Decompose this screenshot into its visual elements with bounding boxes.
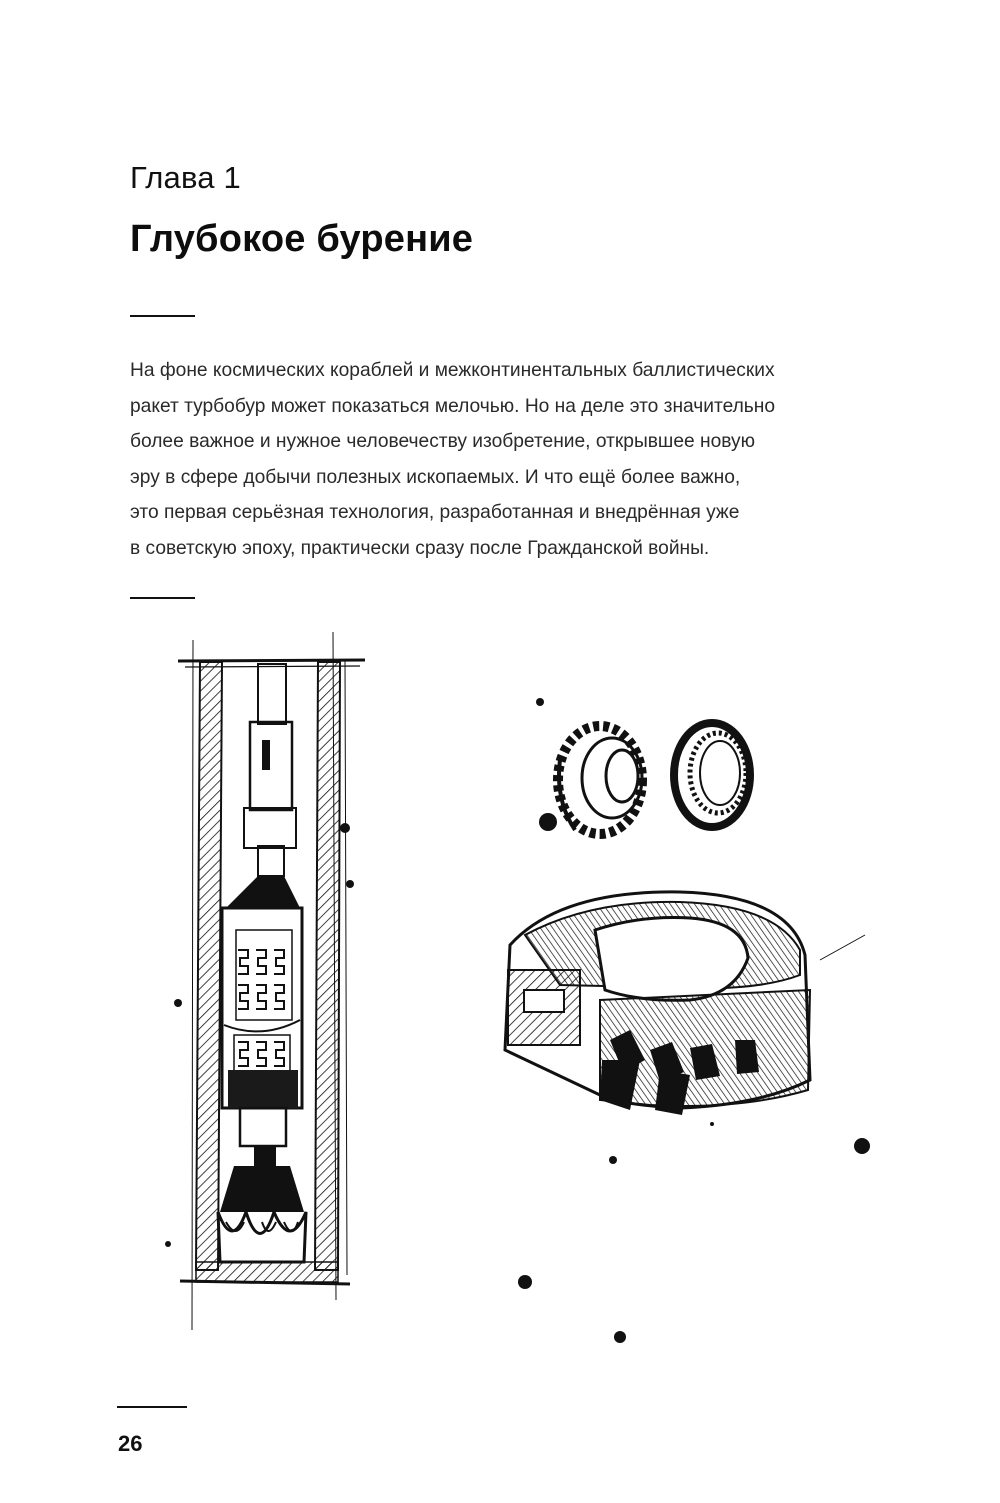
intro-line: эру в сфере добычи полезных ископаемых. И что ещё более важно, xyxy=(130,466,741,488)
chapter-label: Глава 1 xyxy=(130,160,241,195)
intro-line: в советскую эпоху, практически сразу после Гражданской войны. xyxy=(130,537,710,559)
intro-line: ракет турбобур может показаться мелочью. Но на деле это значительно xyxy=(130,395,776,417)
intro-line: На фоне космических кораблей и межконтинентальных баллистических xyxy=(130,360,775,381)
footer-divider xyxy=(117,1406,187,1408)
intro-line: это первая серьёзная технология, разработанная и внедрённая уже xyxy=(130,502,740,523)
intro-line: более важное и нужное человечеству изобретение, открывшее новую xyxy=(130,431,756,452)
page-number: 26 xyxy=(118,1431,143,1456)
chapter-title: Глубокое бурение xyxy=(130,218,474,260)
bearing-rings-sketch-icon xyxy=(536,698,750,834)
turbodrill-in-borehole-sketch-icon xyxy=(178,632,365,1330)
